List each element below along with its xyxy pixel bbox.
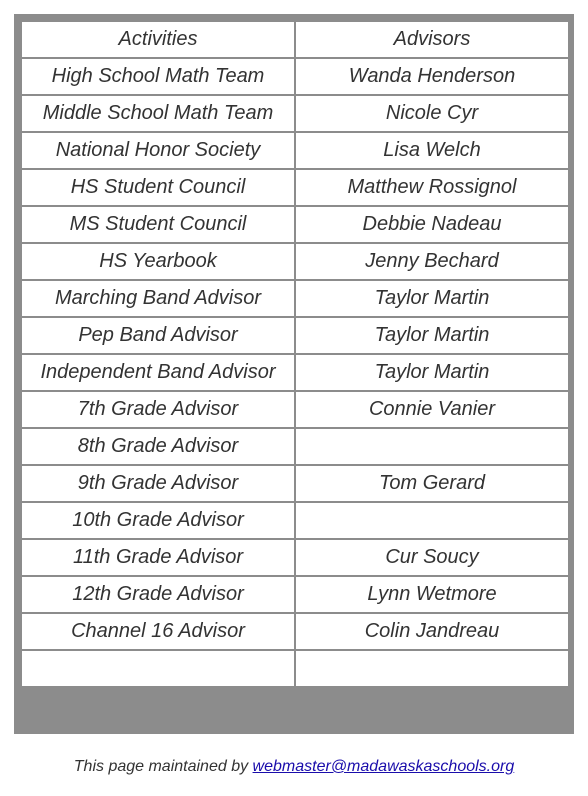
advisor-cell: Lynn Wetmore bbox=[295, 576, 568, 613]
table-row bbox=[22, 650, 568, 686]
advisor-cell bbox=[295, 428, 568, 465]
table-row bbox=[22, 539, 568, 576]
advisors-table bbox=[22, 22, 568, 686]
activity-cell: Pep Band Advisor bbox=[22, 317, 295, 354]
advisors-table-frame bbox=[14, 14, 574, 734]
activity-cell: High School Math Team bbox=[22, 58, 295, 95]
table-row bbox=[22, 354, 568, 391]
activity-cell: 8th Grade Advisor bbox=[22, 428, 295, 465]
advisor-cell: Cur Soucy bbox=[295, 539, 568, 576]
advisor-cell: Nicole Cyr bbox=[295, 95, 568, 132]
advisors-table-body bbox=[22, 22, 568, 686]
activity-cell: 9th Grade Advisor bbox=[22, 465, 295, 502]
advisor-cell bbox=[295, 502, 568, 539]
table-row bbox=[22, 169, 568, 206]
activity-cell: HS Yearbook bbox=[22, 243, 295, 280]
advisor-cell: Connie Vanier bbox=[295, 391, 568, 428]
activity-cell: Independent Band Advisor bbox=[22, 354, 295, 391]
activity-cell: 12th Grade Advisor bbox=[22, 576, 295, 613]
activity-cell: MS Student Council bbox=[22, 206, 295, 243]
table-row bbox=[22, 243, 568, 280]
activity-cell: National Honor Society bbox=[22, 132, 295, 169]
webmaster-email-link[interactable]: webmaster@madawaskaschools.org bbox=[252, 758, 515, 775]
table-header-row bbox=[22, 22, 568, 58]
table-row bbox=[22, 428, 568, 465]
activity-cell: Channel 16 Advisor bbox=[22, 613, 295, 650]
advisor-cell: Taylor Martin bbox=[295, 280, 568, 317]
advisor-cell: Tom Gerard bbox=[295, 465, 568, 502]
table-row bbox=[22, 391, 568, 428]
activity-cell: Middle School Math Team bbox=[22, 95, 295, 132]
activity-cell: 11th Grade Advisor bbox=[22, 539, 295, 576]
footer-text: This page maintained by bbox=[73, 758, 249, 775]
advisor-cell: Debbie Nadeau bbox=[295, 206, 568, 243]
header-activities: Activities bbox=[22, 22, 295, 58]
activity-cell: Marching Band Advisor bbox=[22, 280, 295, 317]
activity-cell: 10th Grade Advisor bbox=[22, 502, 295, 539]
table-row bbox=[22, 317, 568, 354]
activity-cell: 7th Grade Advisor bbox=[22, 391, 295, 428]
table-row bbox=[22, 132, 568, 169]
table-row bbox=[22, 465, 568, 502]
advisor-cell: Taylor Martin bbox=[295, 354, 568, 391]
header-advisors: Advisors bbox=[295, 22, 568, 58]
advisor-cell: Colin Jandreau bbox=[295, 613, 568, 650]
advisor-cell: Lisa Welch bbox=[295, 132, 568, 169]
table-row bbox=[22, 280, 568, 317]
advisor-cell bbox=[295, 650, 568, 686]
advisor-cell: Taylor Martin bbox=[295, 317, 568, 354]
advisor-cell: Jenny Bechard bbox=[295, 243, 568, 280]
activity-cell bbox=[22, 650, 295, 686]
advisor-cell: Matthew Rossignol bbox=[295, 169, 568, 206]
table-row bbox=[22, 206, 568, 243]
table-row bbox=[22, 502, 568, 539]
table-row bbox=[22, 58, 568, 95]
footer bbox=[0, 758, 588, 776]
table-row bbox=[22, 613, 568, 650]
table-row bbox=[22, 576, 568, 613]
activity-cell: HS Student Council bbox=[22, 169, 295, 206]
table-row bbox=[22, 95, 568, 132]
advisor-cell: Wanda Henderson bbox=[295, 58, 568, 95]
